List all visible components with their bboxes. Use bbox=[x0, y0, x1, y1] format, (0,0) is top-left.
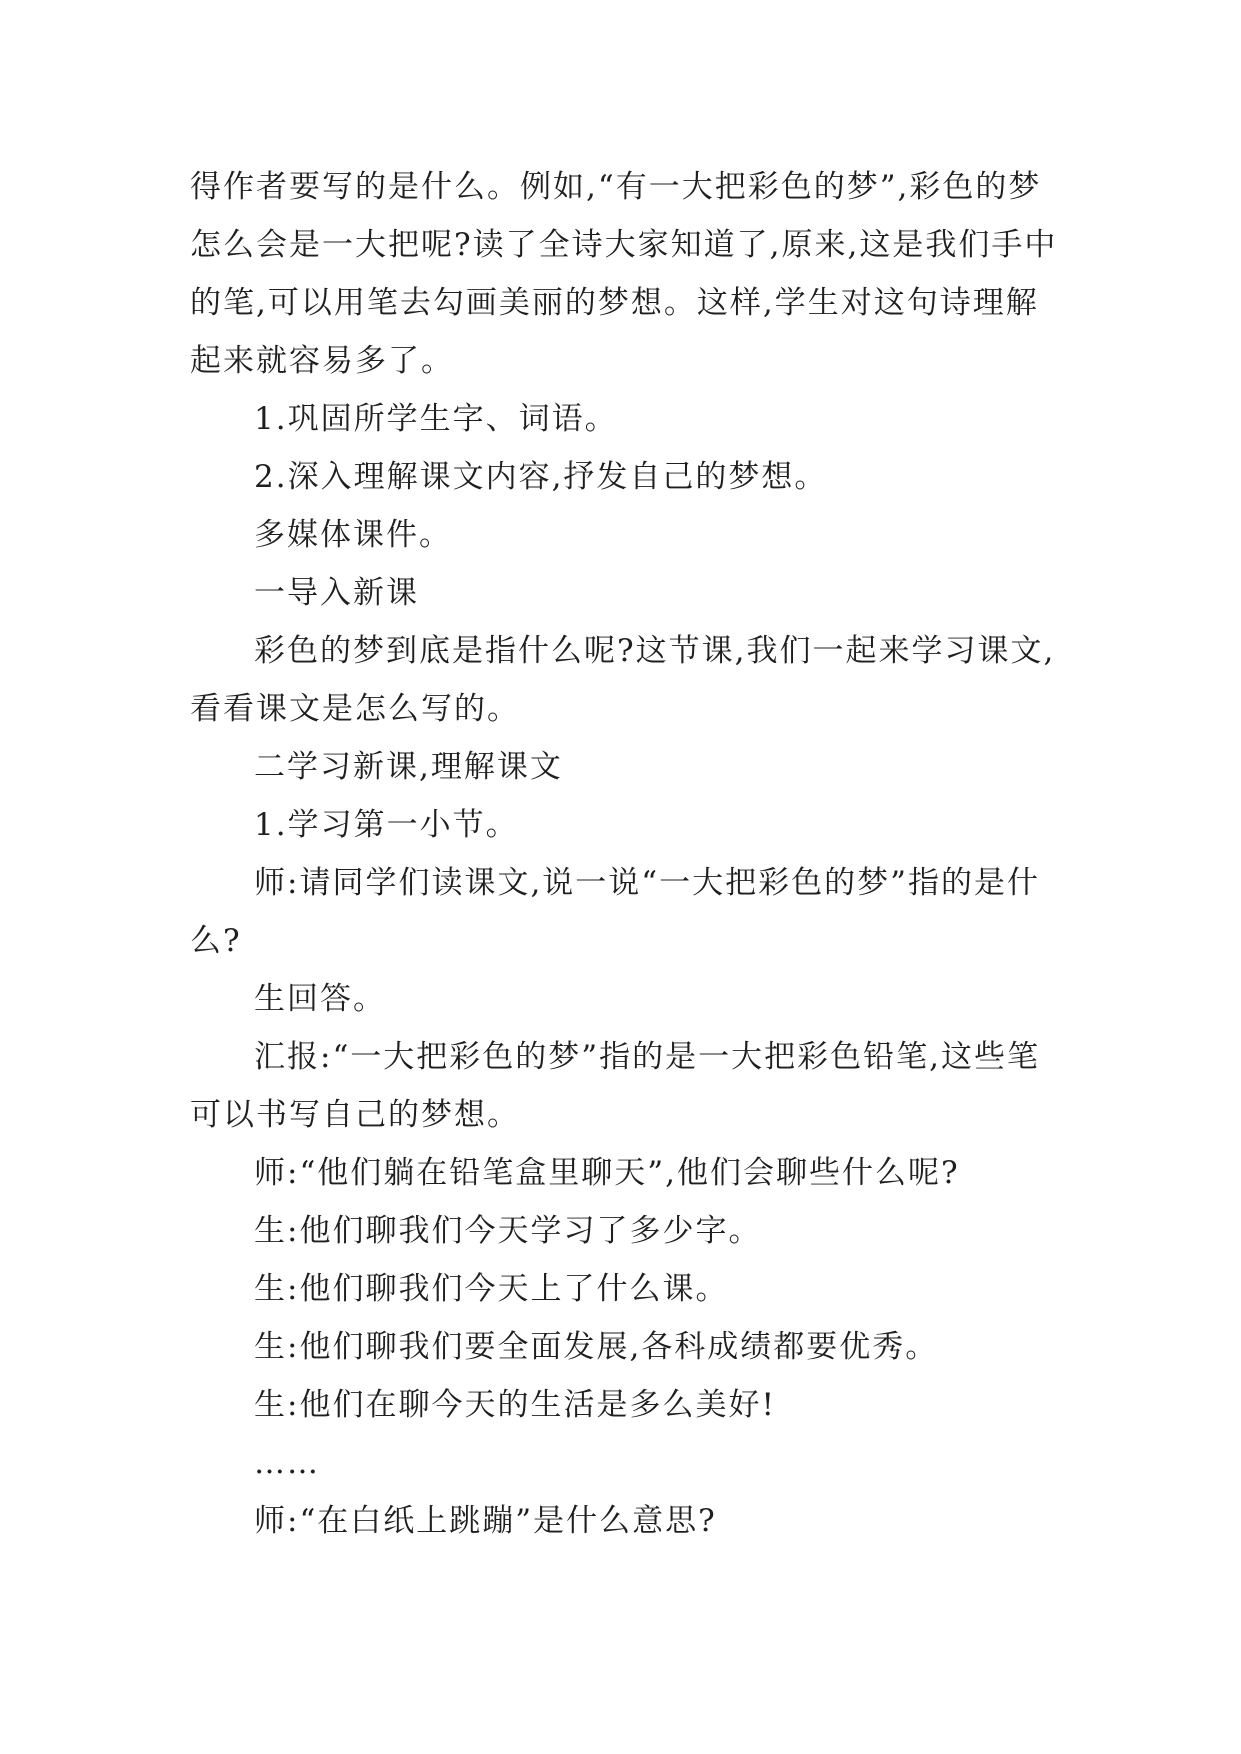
objective-1: 1.巩固所学生字、词语。 bbox=[254, 401, 618, 437]
intro-paragraph: 彩色的梦到底是指什么呢?这节课,我们一起来学习课文,看看课文是怎么写的。 bbox=[190, 633, 1056, 727]
student-answer: 生回答。 bbox=[254, 981, 386, 1017]
section-heading-2: 二学习新课,理解课文 bbox=[254, 749, 563, 785]
teacher-question-2: 师:“他们躺在铅笔盒里聊天”,他们会聊些什么呢? bbox=[254, 1155, 960, 1191]
materials: 多媒体课件。 bbox=[254, 517, 452, 553]
paragraph-continuation: 得作者要写的是什么。例如,“有一大把彩色的梦”,彩色的梦怎么会是一大把呢?读了全诗大家知道了,原来,这是我们手中的笔,可以用笔去勾画美丽的梦想。这样,学生对这句诗理解起来就容易多了。 bbox=[190, 169, 1058, 379]
body-text bbox=[190, 158, 1070, 1550]
objective-2: 2.深入理解课文内容,抒发自己的梦想。 bbox=[254, 459, 828, 495]
section-heading-1: 一导入新课 bbox=[254, 575, 419, 611]
subsection-heading: 1.学习第一小节。 bbox=[254, 807, 519, 843]
student-reply-4: 生:他们在聊今天的生活是多么美好! bbox=[254, 1387, 776, 1423]
student-reply-1: 生:他们聊我们今天学习了多少字。 bbox=[254, 1213, 762, 1249]
teacher-question-1: 师:请同学们读课文,说一说“一大把彩色的梦”指的是什么? bbox=[190, 865, 1040, 959]
student-reply-2: 生:他们聊我们今天上了什么课。 bbox=[254, 1271, 729, 1307]
teacher-question-3: 师:“在白纸上跳蹦”是什么意思? bbox=[254, 1503, 717, 1539]
student-reply-3: 生:他们聊我们要全面发展,各科成绩都要优秀。 bbox=[254, 1329, 939, 1365]
report-paragraph: 汇报:“一大把彩色的梦”指的是一大把彩色铅笔,这些笔可以书写自己的梦想。 bbox=[190, 1039, 1040, 1133]
ellipsis: …… bbox=[254, 1445, 320, 1481]
